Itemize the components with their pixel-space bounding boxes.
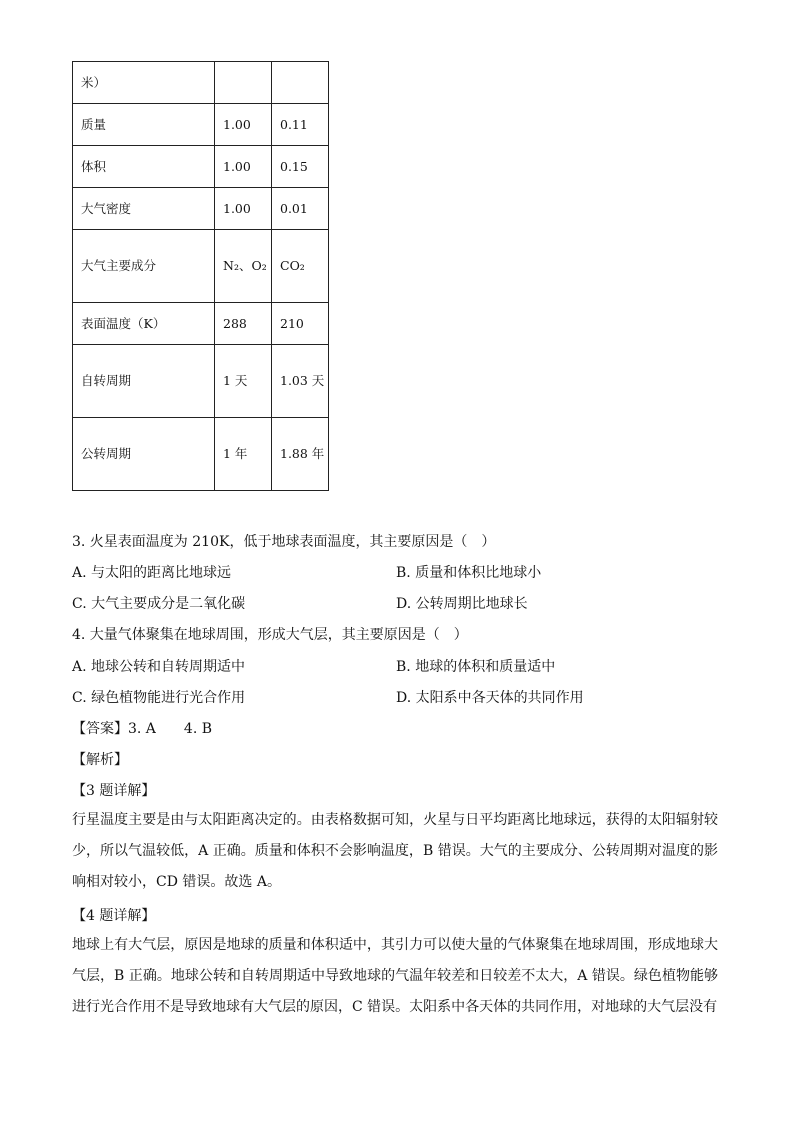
row-label: 公转周期 bbox=[73, 418, 215, 491]
question-4-option-c: C. 绿色植物能进行光合作用 bbox=[72, 690, 246, 706]
question-3-stem: 3. 火星表面温度为 210K，低于地球表面温度，其主要原因是（ ） bbox=[72, 534, 496, 550]
detail-3-heading: 【3 题详解】 bbox=[72, 783, 156, 799]
mars-value: 1.03 天 bbox=[272, 345, 329, 418]
table-row bbox=[73, 303, 329, 345]
table-row bbox=[73, 230, 329, 303]
table-row bbox=[73, 418, 329, 491]
table-row bbox=[73, 146, 329, 188]
detail-4-text: 地球上有大气层，原因是地球的质量和体积适中，其引力可以使大量的气体聚集在地球周围，形成地球大气层，B 正确。地球公转和自转周期适中导致地球的气温年较差和日较差不太大，A 错误。绿色植物能够进行光合作用不是导致地球有大气层的原因，C 错误。太阳系中各天体的共同作用，对地球的大气层没有 bbox=[72, 937, 718, 1015]
earth-value: 1.00 bbox=[215, 146, 272, 188]
mars-value: CO₂ bbox=[272, 230, 329, 303]
mars-value: 0.01 bbox=[272, 188, 329, 230]
question-3-option-a: A. 与太阳的距离比地球远 bbox=[72, 565, 232, 581]
row-label: 大气主要成分 bbox=[73, 230, 215, 303]
mars-value bbox=[272, 62, 329, 104]
table-row bbox=[73, 345, 329, 418]
question-4-option-b: B. 地球的体积和质量适中 bbox=[396, 659, 556, 675]
row-label: 体积 bbox=[73, 146, 215, 188]
question-3-option-d: D. 公转周期比地球长 bbox=[396, 596, 528, 612]
table-row bbox=[73, 62, 329, 104]
earth-value: 288 bbox=[215, 303, 272, 345]
question-4-option-a: A. 地球公转和自转周期适中 bbox=[72, 659, 246, 675]
question-4-option-d: D. 太阳系中各天体的共同作用 bbox=[396, 690, 584, 706]
analysis-heading: 【解析】 bbox=[72, 752, 128, 768]
mars-value: 1.88 年 bbox=[272, 418, 329, 491]
row-label: 大气密度 bbox=[73, 188, 215, 230]
detail-4-heading: 【4 题详解】 bbox=[72, 908, 156, 924]
row-label: 米） bbox=[73, 62, 215, 104]
detail-3-text: 行星温度主要是由与太阳距离决定的。由表格数据可知，火星与日平均距离比地球远，获得的太阳辐射较少，所以气温较低，A 正确。质量和体积不会影响温度，B 错误。大气的主要成分、公转周期对温度的影响相对较小，CD 错误。故选 A。 bbox=[72, 812, 718, 890]
question-4-stem: 4. 大量气体聚集在地球周围，形成大气层，其主要原因是（ ） bbox=[72, 627, 468, 643]
earth-value bbox=[215, 62, 272, 104]
planet-comparison-table bbox=[72, 61, 329, 491]
table-row bbox=[73, 104, 329, 146]
row-label: 质量 bbox=[73, 104, 215, 146]
table-row bbox=[73, 188, 329, 230]
earth-value: 1 年 bbox=[215, 418, 272, 491]
earth-value: 1 天 bbox=[215, 345, 272, 418]
question-3-option-b: B. 质量和体积比地球小 bbox=[396, 565, 542, 581]
mars-value: 210 bbox=[272, 303, 329, 345]
earth-value: 1.00 bbox=[215, 104, 272, 146]
row-label: 自转周期 bbox=[73, 345, 215, 418]
row-label: 表面温度（K） bbox=[73, 303, 215, 345]
earth-value: 1.00 bbox=[215, 188, 272, 230]
answer-line: 【答案】3. A 4. B bbox=[72, 721, 213, 737]
earth-value: N₂、O₂ bbox=[215, 230, 272, 303]
mars-value: 0.15 bbox=[272, 146, 329, 188]
question-3-option-c: C. 大气主要成分是二氧化碳 bbox=[72, 596, 246, 612]
mars-value: 0.11 bbox=[272, 104, 329, 146]
